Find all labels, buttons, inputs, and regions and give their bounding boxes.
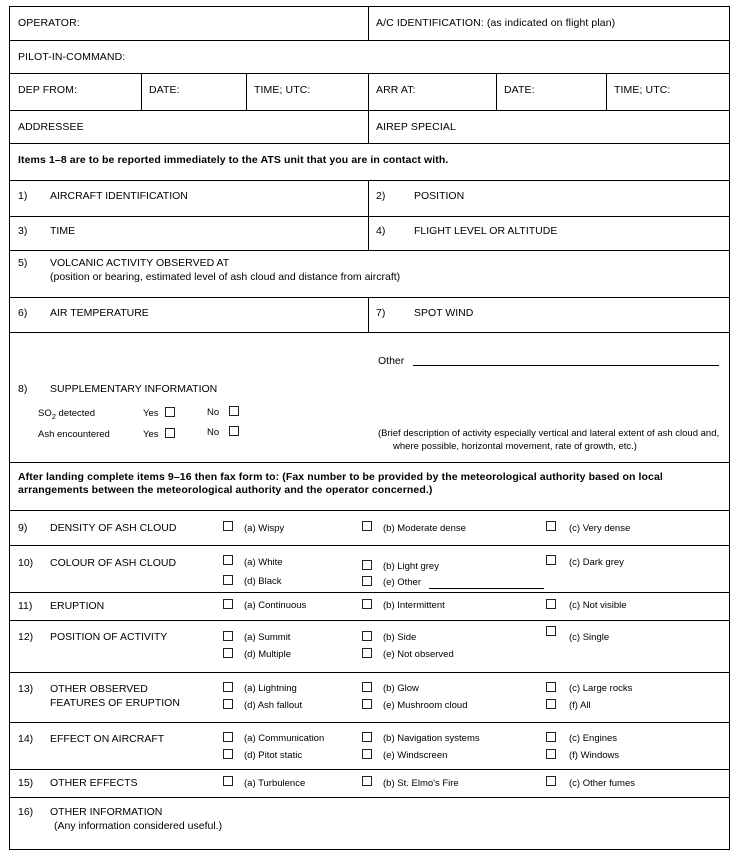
eruption-option-label: (c) Not visible: [569, 600, 627, 611]
so2-detected-no-checkbox[interactable]: [229, 406, 239, 416]
field-density-of-ash-cloud: [10, 511, 729, 545]
item-title: FLIGHT LEVEL OR ALTITUDE: [414, 225, 558, 237]
eruption-option-label: (a) Continuous: [244, 600, 307, 611]
effect-navigation-systems-checkbox[interactable]: [362, 732, 372, 742]
airep-special-label: AIREP SPECIAL: [376, 121, 456, 133]
item-number: 15): [18, 777, 34, 789]
features-all-checkbox[interactable]: [546, 699, 556, 709]
field-dep-from[interactable]: [10, 74, 141, 110]
notice-items-1-8-container: [10, 144, 729, 180]
notice-after-landing-container: [10, 463, 729, 510]
field-position-of-activity: [10, 621, 729, 672]
ash-encountered-no-checkbox[interactable]: [229, 426, 239, 436]
other-effects-option-label: (c) Other fumes: [569, 778, 635, 789]
item-number: 10): [18, 557, 34, 569]
field-spot-wind[interactable]: [368, 298, 729, 332]
other-effects-turbulence-checkbox[interactable]: [223, 776, 233, 786]
row-item-14-effect-on-aircraft: [10, 723, 729, 770]
item-title: OTHER EFFECTS: [50, 777, 138, 789]
field-volcanic-activity-observed-at[interactable]: [10, 251, 729, 297]
addressee-label: ADDRESSEE: [18, 121, 84, 133]
item-title: OTHER OBSERVED: [50, 683, 148, 695]
colour-white-checkbox[interactable]: [223, 555, 233, 565]
field-arr-time[interactable]: [606, 74, 729, 110]
supplementary-note-line-2: where possible, horizontal movement, rate of growth, etc.): [393, 441, 637, 452]
row-item-3-4: [10, 217, 729, 251]
arr-date-label: DATE:: [504, 84, 535, 96]
field-other-effects: [10, 770, 729, 797]
field-supplementary-information: [10, 333, 729, 462]
effect-windows-checkbox[interactable]: [546, 749, 556, 759]
row-item-12-position: [10, 621, 729, 673]
other-input-line[interactable]: [413, 365, 719, 366]
item-number: 11): [18, 600, 33, 612]
colour-option-label: (b) Light grey: [383, 561, 439, 572]
effect-communication-checkbox[interactable]: [223, 732, 233, 742]
field-pilot-in-command[interactable]: [10, 41, 729, 73]
field-colour-of-ash-cloud: [10, 546, 729, 592]
arr-time-label: TIME; UTC:: [614, 84, 671, 96]
row-item-15-other-effects: [10, 770, 729, 798]
effect-option-label: (c) Engines: [569, 733, 618, 744]
eruption-option-label: (b) Intermittent: [383, 600, 445, 611]
position-option-label: (b) Side: [383, 632, 417, 643]
item-number: 6): [18, 307, 28, 319]
row-item-9-density: [10, 511, 729, 546]
position-option-label: (a) Summit: [244, 632, 291, 643]
item-subtitle: (Any information considered useful.): [54, 820, 223, 832]
position-option-label: (c) Single: [569, 632, 610, 643]
effect-windscreen-checkbox[interactable]: [362, 749, 372, 759]
colour-other-input-line[interactable]: [429, 588, 544, 589]
operator-label: OPERATOR:: [18, 17, 80, 29]
colour-option-label: (a) White: [244, 557, 283, 568]
notice-after-landing-text: After landing complete items 9–16 then fax form to: (Fax number to be provided by the meteorological authority based on local arrangements between the meteorological authority and the operator concerned.): [18, 471, 663, 496]
density-option-label: (c) Very dense: [569, 523, 631, 534]
position-option-label: (e) Not observed: [383, 649, 454, 660]
other-effects-other-fumes-checkbox[interactable]: [546, 776, 556, 786]
ash-no-label: No: [207, 427, 220, 438]
form-table: [9, 6, 730, 850]
field-aircraft-identification[interactable]: [10, 181, 368, 216]
position-summit-checkbox[interactable]: [223, 631, 233, 641]
features-option-label: (a) Lightning: [244, 683, 297, 694]
field-position[interactable]: [368, 181, 729, 216]
other-effects-option-label: (b) St. Elmo's Fire: [383, 778, 459, 789]
field-eruption: [10, 593, 729, 620]
density-very-dense-checkbox[interactable]: [546, 521, 556, 531]
field-ac-identification[interactable]: [368, 7, 729, 40]
density-wispy-checkbox[interactable]: [223, 521, 233, 531]
eruption-continuous-checkbox[interactable]: [223, 599, 233, 609]
features-mushroom-cloud-checkbox[interactable]: [362, 699, 372, 709]
features-option-label: (f) All: [569, 700, 591, 711]
features-glow-checkbox[interactable]: [362, 682, 372, 692]
field-air-temperature[interactable]: [10, 298, 368, 332]
item-number: 1): [18, 190, 28, 202]
position-multiple-checkbox[interactable]: [223, 648, 233, 658]
colour-option-label: (d) Black: [244, 576, 282, 587]
item-title: OTHER INFORMATION: [50, 806, 163, 818]
colour-other-checkbox[interactable]: [362, 576, 372, 586]
ac-identification-label: A/C IDENTIFICATION: (as indicated on flight plan): [376, 17, 616, 29]
colour-light-grey-checkbox[interactable]: [362, 560, 372, 570]
effect-option-label: (a) Communication: [244, 733, 325, 744]
item-number: 14): [18, 733, 34, 745]
effect-engines-checkbox[interactable]: [546, 732, 556, 742]
dep-date-label: DATE:: [149, 84, 180, 96]
ash-encountered-label: Ash encountered: [38, 429, 110, 440]
eruption-not-visible-checkbox[interactable]: [546, 599, 556, 609]
features-option-label: (c) Large rocks: [569, 683, 633, 694]
item-number: 2): [376, 190, 386, 202]
field-effect-on-aircraft: [10, 723, 729, 769]
field-other-information[interactable]: [10, 798, 729, 849]
row-item-5: [10, 251, 729, 298]
row-item-1-2: [10, 181, 729, 217]
effect-option-label: (f) Windows: [569, 750, 620, 761]
item-number: 13): [18, 683, 34, 695]
ash-encountered-yes-checkbox[interactable]: [165, 428, 175, 438]
effect-option-label: (e) Windscreen: [383, 750, 448, 761]
row-item-11-eruption: [10, 593, 729, 621]
item-number: 7): [376, 307, 386, 319]
other-effects-option-label: (a) Turbulence: [244, 778, 306, 789]
density-option-label: (b) Moderate dense: [383, 523, 466, 534]
arr-at-label: ARR AT:: [376, 84, 416, 96]
colour-black-checkbox[interactable]: [223, 575, 233, 585]
features-large-rocks-checkbox[interactable]: [546, 682, 556, 692]
field-arr-date[interactable]: [496, 74, 606, 110]
position-single-checkbox[interactable]: [546, 626, 556, 636]
item-title: TIME: [50, 225, 76, 237]
field-arr-at[interactable]: [368, 74, 496, 110]
so2-detected-yes-checkbox[interactable]: [165, 407, 175, 417]
ash-yes-label: Yes: [143, 429, 159, 440]
item-number: 8): [18, 383, 28, 395]
item-title: SPOT WIND: [414, 307, 474, 319]
item-title: AIR TEMPERATURE: [50, 307, 149, 319]
dep-from-label: DEP FROM:: [18, 84, 78, 96]
effect-option-label: (d) Pitot static: [244, 750, 303, 761]
so2-no-label: No: [207, 407, 220, 418]
eruption-intermittent-checkbox[interactable]: [362, 599, 372, 609]
effect-pitot-static-checkbox[interactable]: [223, 749, 233, 759]
item-subtitle: (position or bearing, estimated level of ash cloud and distance from aircraft): [50, 271, 401, 283]
item-title: VOLCANIC ACTIVITY OBSERVED AT: [50, 257, 230, 269]
field-airep-special[interactable]: [368, 111, 729, 143]
item-number: 4): [376, 225, 386, 237]
item-number: 3): [18, 225, 28, 237]
density-option-label: (a) Wispy: [244, 523, 285, 534]
features-option-label: (b) Glow: [383, 683, 419, 694]
so2-yes-label: Yes: [143, 408, 159, 419]
item-title: ERUPTION: [50, 600, 105, 612]
position-not-observed-checkbox[interactable]: [362, 648, 372, 658]
row-notice-after-landing: [10, 463, 729, 511]
features-lightning-checkbox[interactable]: [223, 682, 233, 692]
effect-option-label: (b) Navigation systems: [383, 733, 480, 744]
field-addressee[interactable]: [10, 111, 368, 143]
supplementary-note-line-1: (Brief description of activity especially vertical and lateral extent of ash cloud and,: [378, 428, 720, 439]
colour-dark-grey-checkbox[interactable]: [546, 555, 556, 565]
field-dep-time[interactable]: [246, 74, 368, 110]
colour-option-label: (e) Other: [383, 577, 422, 588]
item-title: COLOUR OF ASH CLOUD: [50, 557, 177, 569]
row-operator: [10, 7, 729, 41]
item-title: DENSITY OF ASH CLOUD: [50, 522, 177, 534]
notice-items-1-8-text: Items 1–8 are to be reported immediately to the ATS unit that you are in contact with.: [18, 154, 449, 166]
row-item-8-supplementary: [10, 333, 729, 463]
pilot-in-command-label: PILOT-IN-COMMAND:: [18, 51, 126, 63]
dep-time-label: TIME; UTC:: [254, 84, 311, 96]
item-number: 16): [18, 806, 34, 818]
row-item-10-colour: [10, 546, 729, 593]
colour-option-label: (c) Dark grey: [569, 557, 624, 568]
item-title: AIRCRAFT IDENTIFICATION: [50, 190, 188, 202]
row-notice-items-1-8: [10, 144, 729, 181]
row-addressee: [10, 111, 729, 144]
item-title: EFFECT ON AIRCRAFT: [50, 733, 165, 745]
field-time[interactable]: [10, 217, 368, 250]
position-side-checkbox[interactable]: [362, 631, 372, 641]
item-number: 5): [18, 257, 28, 269]
field-dep-date[interactable]: [141, 74, 246, 110]
item-title: POSITION: [414, 190, 465, 202]
item-number: 9): [18, 522, 28, 534]
field-operator[interactable]: [10, 7, 368, 40]
row-departure-arrival: [10, 74, 729, 111]
row-item-13-other-observed: [10, 673, 729, 723]
item-title: SUPPLEMENTARY INFORMATION: [50, 383, 218, 395]
so2-detected-label: $SO_2$ detected: [38, 408, 95, 421]
density-moderate-dense-checkbox[interactable]: [362, 521, 372, 531]
item-title-line-2: FEATURES OF ERUPTION: [50, 697, 180, 709]
position-option-label: (d) Multiple: [244, 649, 291, 660]
item-number: 12): [18, 631, 34, 643]
features-option-label: (d) Ash fallout: [244, 700, 303, 711]
row-item-16-other-information[interactable]: [10, 798, 729, 849]
features-option-label: (e) Mushroom cloud: [383, 700, 468, 711]
row-item-6-7: [10, 298, 729, 333]
item-title: POSITION OF ACTIVITY: [50, 631, 168, 643]
field-flight-level-or-altitude[interactable]: [368, 217, 729, 250]
other-effects-st-elmos-fire-checkbox[interactable]: [362, 776, 372, 786]
other-label: Other: [378, 355, 405, 367]
features-ash-fallout-checkbox[interactable]: [223, 699, 233, 709]
field-other-observed-features: [10, 673, 729, 722]
row-pilot-in-command[interactable]: [10, 41, 729, 74]
